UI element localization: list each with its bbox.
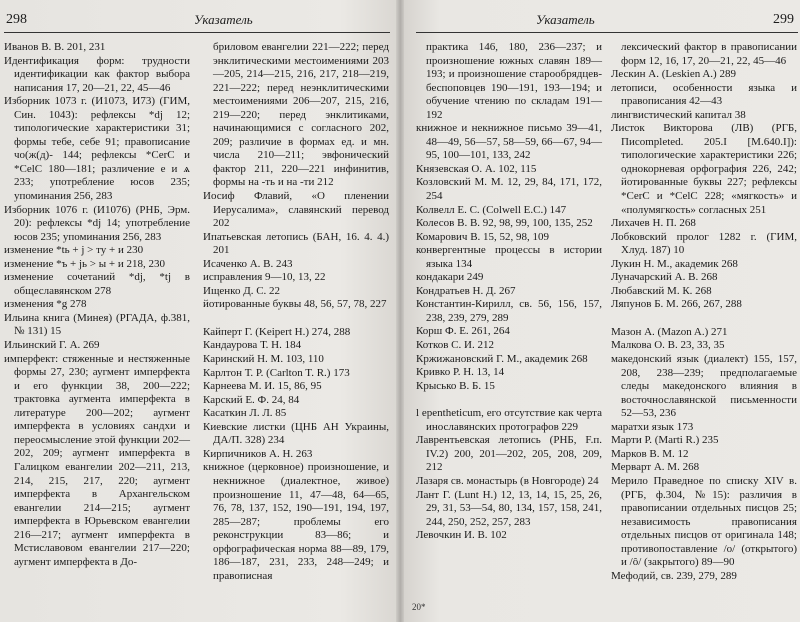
index-entry: Лихачев Н. П. 268 (611, 217, 696, 230)
index-column-right-2 (611, 41, 797, 583)
index-entry: имперфект: стяженные и нестяженные формы 27, 230; аугмент имперфекта и его функции 38, 200—222; трактовка аугмента имперфекта в литературе 200—202; аугмент имперфекта в условиях сандхи и переосмысление этой функции 202—202, 209; аугмент имперфекта в Галицком евангелии 202—211, 213, 214, 215, 217, 220; аугмент имперфекта в Архангельском евангелии 214—215; аугмент имперфекта в Юрьевском евангелии 216—217; аугмент имперфекта в Мстиславовом евангелии 217—220; аугмент имперфекта в До- (4, 352, 190, 568)
index-entry: Каринский Н. М. 103, 110 (203, 353, 324, 366)
index-entry: Ипатьевская летопись (БАН, 16. 4. 4.) 201 (203, 230, 389, 257)
index-entry: Лазаря св. монастырь (в Новгороде) 24 (416, 474, 599, 487)
running-title: Указатель (536, 12, 595, 27)
index-entry: Ильина книга (Минея) (РГАДА, ф.381, № 131) 15 (4, 311, 190, 338)
index-entry: Мефодий, св. 239, 279, 289 (611, 569, 737, 582)
letter-section-gap (203, 312, 389, 326)
index-entry: македонский язык (диалект) 155, 157, 208, 238—239; предполагаемые следы македонского влияния в восточнославянской письменности 52—53, 236 (611, 353, 797, 420)
page-number: 299 (773, 12, 794, 27)
index-entry: Константин-Кирилл, св. 56, 156, 157, 238, 239, 279, 289 (416, 298, 602, 324)
index-entry: изменение *tь + j > ту + и 230 (4, 244, 144, 257)
index-entry: Ляпунов Б. М. 266, 267, 288 (611, 298, 742, 311)
index-entry: Кандаурова Т. Н. 184 (203, 339, 302, 352)
right-page-header (416, 10, 798, 33)
index-entry: исправления 9—10, 13, 22 (203, 271, 326, 284)
index-entry: йотированные буквы 48, 56, 57, 78, 227 (203, 298, 387, 311)
book-gutter (396, 0, 404, 622)
index-entry: книжное (церковное) произношение, и некнижное (диалектное, живое) произношение 11, 47—48, 64—65, 76, 78, 137, 152, 190—191, 194, 197, 285—287; проблемы его реконструкции 83—86; и орфографическая норма 88—89, 179, 186—187, 231, 233, 248—249; и правописная (203, 461, 389, 582)
index-entry: Комарович В. 15, 52, 98, 109 (416, 230, 550, 243)
index-entry: Крысько В. Б. 15 (416, 379, 495, 392)
index-entry: Марков В. М. 12 (611, 447, 689, 460)
index-entry: Мерило Праведное по списку XIV в. (РГБ, ф.304, №15): различия в правописании отдельных писцов 25; независимость правописания отдельных писцов от оригинала 148; противопоставление /о/ (открытого) и /ô/ (закрытого) 89—90 (611, 474, 797, 569)
index-entry: бриловом евангелии 221—222; перед энклитическими местоимениями 203—205, 214—215, 216, 217, 218—219, 221—222; перед неэнклитическими местоимениями 206—207, 215, 216, 219—220; перед энклитиками, начинающимися с согласного 202, 209; различие в формах ед. и мн. числа 210—211; эвфонический фактор 211, 220—221 инфинитив, формы на -ть и на -ти 212 (213, 41, 389, 189)
letter-section-gap (611, 312, 797, 326)
index-entry: Лант Г. (Lunt H.) 12, 13, 14, 15, 25, 26, 29, 31, 53—54, 80, 134, 157, 158, 241, 244, 250, 252, 257, 283 (416, 488, 602, 528)
index-entry: Киевские листки (ЦНБ АН Украины, ДА/П. 328) 234 (203, 420, 389, 447)
index-entry: кондакари 249 (416, 271, 484, 284)
index-entry: Колесов В. В. 92, 98, 99, 100, 135, 252 (416, 217, 593, 230)
letter-section-gap (416, 393, 602, 407)
index-entry: Иосиф Флавий, «О пленении Иерусалима», славянский перевод 202 (203, 190, 389, 230)
index-entry: Лескин А. (Leskien A.) 289 (611, 68, 736, 81)
index-entry: l epentheticum, его отсутствие как черта инославянских протографов 229 (416, 407, 602, 433)
right-page (400, 0, 800, 622)
index-entry: изменения *g 278 (4, 298, 87, 311)
index-entry: Князевская О. А. 102, 115 (416, 162, 537, 175)
left-page-header (4, 10, 390, 33)
index-entry: Мазон А. (Mazon A.) 271 (611, 325, 728, 338)
index-entry: Исаченко А. В. 243 (203, 257, 293, 270)
index-entry: Колвелл Е. С. (Colwell E.C.) 147 (416, 203, 567, 216)
index-entry: Кайперт Г. (Keipert H.) 274, 288 (203, 325, 351, 338)
index-entry: летописи, особенности языка и правописания 42—43 (611, 81, 797, 108)
index-entry: Кирпичников А. Н. 263 (203, 447, 313, 460)
index-entry: изменение сочетаний *dj, *tj в общеславянском 278 (4, 271, 190, 297)
index-entry: Котков С. И. 212 (416, 339, 494, 352)
index-entry: Ильинский Г. А. 269 (4, 339, 100, 352)
index-entry: Левочкин И. В. 102 (416, 529, 507, 542)
index-entry: Любавский М. К. 268 (611, 284, 712, 297)
index-entry: Изборник 1076 г. (И1076) (РНБ, Эрм. 20): рефлексы *dj 14; употребление юсов 235; упоминания 256, 283 (4, 203, 190, 243)
index-entry: Ищенко Д. С. 22 (203, 284, 281, 297)
index-entry: Листок Викторова (ЛВ) (РГБ, Пиcompleted. 205.I [М.640.I]): типологические характеристики 226; однокорневая орфография 226, 242; йотированные буквы 227; рефлексы *CerC и *CelC 228; «мягкость» и «полумягкость» согласных 251 (611, 122, 797, 216)
index-entry: книжное и некнижное письмо 39—41, 48—49, 56—57, 58—59, 66—67, 94—95, 100—101, 133, 242 (416, 122, 602, 162)
index-column-left-2 (203, 41, 389, 583)
index-entry: Корш Ф. Е. 261, 264 (416, 325, 510, 338)
index-entry: Кржижановский Г. М., академик 268 (416, 352, 588, 365)
index-entry: Малкова О. В. 23, 33, 35 (611, 339, 725, 352)
index-entry: Луначарский А. В. 268 (611, 271, 718, 284)
index-entry: Марти Р. (Marti R.) 235 (611, 434, 719, 447)
index-entry: Лаврентьевская летопись (РНБ, F.п. IV.2) 200, 201—202, 205, 208, 209, 212 (416, 434, 602, 474)
index-entry: Козловский М. М. 12, 29, 84, 171, 172, 254 (416, 176, 602, 203)
signature-mark: 20* (412, 602, 426, 612)
index-column-left-1 (4, 41, 190, 569)
index-entry: конвергентные процессы в истории языка 134 (416, 244, 602, 270)
index-entry: Кривко Р. Н. 13, 14 (416, 366, 505, 379)
running-title: Указатель (194, 12, 253, 27)
index-entry: Карский Е. Ф. 24, 84 (203, 393, 300, 406)
index-entry: лексический фактор в правописании форм 12, 16, 17, 20—21, 22, 45—46 (621, 41, 797, 67)
index-entry: изменение *ъ + jь > ы + и 218, 230 (4, 257, 165, 270)
index-entry: Иванов В. В. 201, 231 (4, 41, 106, 53)
index-entry: Идентификация форм: трудности идентификации как фактор выбора написания 17, 20—21, 22, 45—46 (4, 54, 190, 94)
index-entry: Лукин Н. М., академик 268 (611, 257, 738, 270)
index-column-right-1 (416, 41, 602, 543)
index-entry: Касаткин Л. Л. 85 (203, 407, 287, 420)
index-entry: лингвистический капитал 38 (611, 108, 746, 121)
page-number: 298 (6, 12, 27, 27)
index-entry: Карнеева М. И. 15, 86, 95 (203, 380, 322, 393)
index-entry: Лобковский пролог 1282 г. (ГИМ, Хлуд. 187) 10 (611, 230, 797, 257)
index-entry: практика 146, 180, 236—237; и произношение южных славян 189—193; и произношение старообрядцев-беспоповцев 190—191, 193—194; и обучение чтению по складам 191—192 (426, 41, 602, 121)
index-entry: маратхи язык 173 (611, 420, 694, 433)
index-entry: Мерварт А. М. 268 (611, 461, 700, 474)
index-entry: Изборник 1073 г. (И1073, И73) (ГИМ, Син. 1043): рефлексы *dj 12; типологические характеристики 31; формы тебе, себе 91; правописание чо(ж(д)- 144; рефлексы *CerC и *CelC 180—181; различение е и ѧ 233; употребление юсов 235; упоминания 256, 283 (4, 95, 190, 203)
index-entry: Карлтон Т. Р. (Carlton T. R.) 173 (203, 366, 350, 379)
index-entry: Кондратьев Н. Д. 267 (416, 284, 516, 297)
